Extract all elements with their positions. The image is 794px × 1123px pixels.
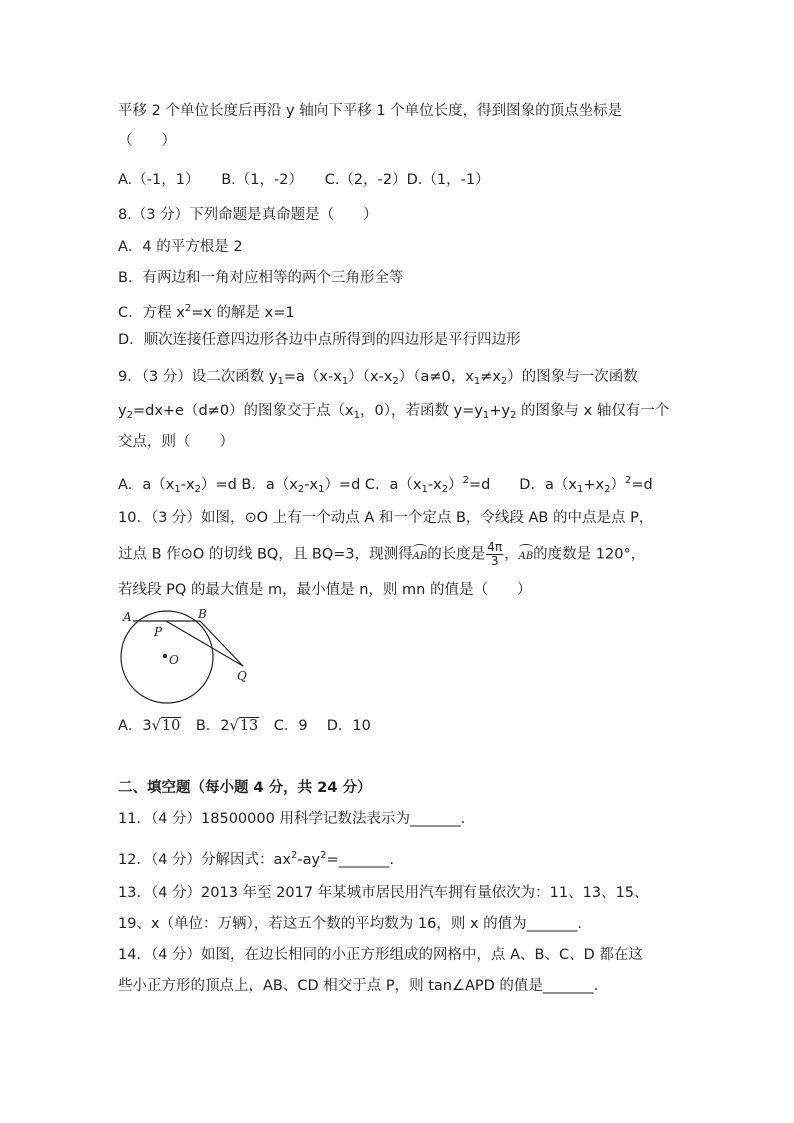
- radicand-10: 10: [161, 718, 181, 734]
- label-b: B: [198, 607, 207, 621]
- q7-options: A.（-1，1） B.（1，-2） C.（2，-2）D.（1，-1）: [118, 172, 490, 188]
- q13-line1: 13．（4 分）2013 年至 2017 年某城市居民用汽车拥有量依次为：11、13、15、: [118, 885, 649, 901]
- q8-stem: 8.（3 分）下列命题是真命题是（ ）: [118, 207, 378, 223]
- q10-options: A．3√10 B．2√13 C．9 D．10: [118, 718, 371, 734]
- label-p: P: [154, 625, 163, 639]
- q9-stem-line2: $y_2=dx+e(d\ne 0)$的图象交于点（$x_1$，0），若函数 $y=y_1+y_2$ 的图象与 x 轴仅有一个: [118, 403, 670, 421]
- q9-stem-line1: 9．（3 分）设二次函数 $y_1=a(x-x_1)(x-x_2)(a\ne 0$，$x_1\ne x_2$）的图象与一次函数: [118, 369, 638, 387]
- q7-stem-line2: （ ）: [118, 133, 176, 149]
- q8-option-c: C．方程 $x^2=x$ 的解是 x=1: [118, 303, 295, 321]
- q10-stem-line3: 若线段 PQ 的最大值是 m，最小值是 n，则 mn 的值是（ ）: [118, 582, 532, 598]
- arc-ab: AB: [413, 544, 428, 567]
- circle-o: [121, 611, 213, 703]
- label-o: O: [169, 653, 179, 667]
- q11: 11．（4 分）18500000 用科学记数法表示为_______.: [118, 811, 466, 827]
- label-a: A: [123, 610, 132, 624]
- radicand-13: 13: [239, 718, 259, 734]
- q10-stem-line1: 10．（3 分）如图，⊙O 上有一个动点 A 和一个定点 B，令线段 AB 的中点是点 P，: [118, 510, 654, 526]
- q14-line1: 14．（4 分）如图，在边长相同的小正方形组成的网格中，点 A、B、C、D 都在这: [118, 947, 643, 963]
- label-q: Q: [237, 669, 247, 683]
- arc-ab: AB: [519, 544, 534, 567]
- q8-option-d: D．顺次连接任意四边形各边中点所得到的四边形是平行四边形: [118, 332, 521, 348]
- q8-option-b: B．有两边和一角对应相等的两个三角形全等: [118, 270, 404, 286]
- q7-stem-line1: 平移 2 个单位长度后再沿 y 轴向下平移 1 个单位长度，得到图象的顶点坐标是: [118, 103, 623, 119]
- q9-options: A．$a(x_1-x_2)=d$ B．$a(x_2-x_1)=d$ C．$a(x_1-x_2)^2=d$ D．$a(x_1+x_2)^2=d$: [118, 475, 653, 495]
- q8-option-a: A．4 的平方根是 2: [118, 239, 243, 255]
- q13-line2: 19、x（单位：万辆），若这五个数的平均数为 16，则 x 的值为_______.: [118, 916, 582, 932]
- q10-circle-figure: [115, 606, 260, 706]
- segment-bq: [200, 621, 243, 666]
- q9-stem-line3: 交点，则（ ）: [118, 434, 234, 450]
- section2-title: 二、填空题（每小题 4 分，共 24 分）: [118, 780, 372, 796]
- center-point-o: [163, 654, 167, 658]
- q14-line2: 些小正方形的顶点上，AB、CD 相交于点 P，则 tan∠APD 的值是_______.: [118, 978, 599, 994]
- fraction-4pi-over-3: $\frac{4\pi}{3}$: [487, 540, 503, 568]
- q10-stem-line2: 过点 B 作⊙O 的切线 BQ，且 BQ=3，现测得AB的长度是 $\frac{4\pi}{3}$ ，AB的度数是 120°，: [118, 540, 646, 568]
- q12: 12．（4 分）分解因式：$ax^2-ay^2=\_\_\_\_\_\_\_$.: [118, 850, 394, 868]
